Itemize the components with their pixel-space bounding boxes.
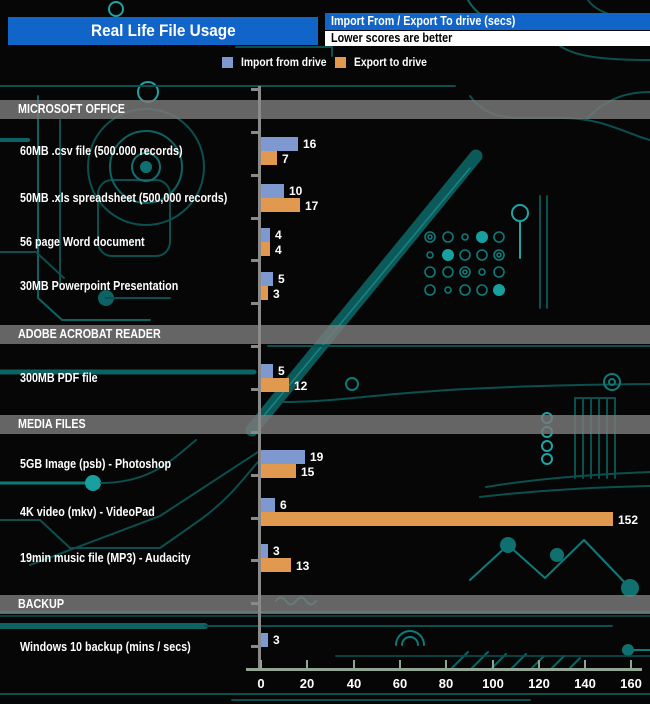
category-axis-tick xyxy=(251,388,258,391)
category-label-text: 60MB .csv file (500.000 records) xyxy=(20,144,183,158)
category-label-text: 4K video (mkv) - VideoPad xyxy=(20,505,155,519)
category-label-text: Windows 10 backup (mins / secs) xyxy=(20,640,191,654)
section-header-label: ADOBE ACROBAT READER xyxy=(18,327,161,341)
import-value-label: 3 xyxy=(273,544,280,558)
export-value-label: 152 xyxy=(618,513,639,527)
category-axis-tick xyxy=(251,559,258,562)
value-axis-tick-label: 160 xyxy=(620,676,642,691)
category-label-text: 5GB Image (psb) - Photoshop xyxy=(20,457,172,471)
axis-units-text: Import From / Export To drive (secs) xyxy=(331,14,516,28)
category-axis-tick xyxy=(251,259,258,262)
value-axis-tick xyxy=(306,660,308,668)
value-axis-tick xyxy=(630,660,632,668)
value-axis-tick-label: 40 xyxy=(346,676,362,691)
chart-title-text: Real Life File Usage xyxy=(90,21,236,40)
import-value-label: 6 xyxy=(280,498,287,512)
export-value-label: 17 xyxy=(305,199,319,213)
category-label-text: 56 page Word document xyxy=(20,235,145,249)
export-value-label: 13 xyxy=(296,559,310,573)
category-axis-tick xyxy=(251,302,258,305)
value-axis-tick-label: 0 xyxy=(257,676,265,691)
section-header-label: BACKUP xyxy=(18,597,64,611)
import-value-label: 3 xyxy=(273,633,280,647)
value-axis-tick-label: 60 xyxy=(392,676,408,691)
value-axis-tick-label: 20 xyxy=(299,676,315,691)
section-header-label: MICROSOFT OFFICE xyxy=(18,102,125,116)
value-axis-tick-label: 140 xyxy=(574,676,596,691)
category-axis-tick xyxy=(251,645,258,648)
value-axis-tick-label: 80 xyxy=(438,676,454,691)
export-value-label: 15 xyxy=(301,465,315,479)
value-axis-tick-label: 120 xyxy=(528,676,550,691)
value-axis-tick xyxy=(492,660,494,668)
export-value-label: 7 xyxy=(282,152,289,166)
category-axis-tick xyxy=(251,602,258,605)
import-value-label: 19 xyxy=(310,450,324,464)
scores-note-text: Lower scores are better xyxy=(331,31,453,45)
import-value-label: 5 xyxy=(278,364,285,378)
value-axis-tick xyxy=(584,660,586,668)
category-label-text: 30MB Powerpoint Presentation xyxy=(20,279,179,293)
category-label-text: 50MB .xls spreadsheet (500,000 records) xyxy=(20,191,228,205)
import-value-label: 5 xyxy=(278,272,285,286)
category-axis-tick xyxy=(251,174,258,177)
value-axis-tick xyxy=(538,660,540,668)
value-axis-tick xyxy=(399,660,401,668)
value-axis-tick xyxy=(353,660,355,668)
category-axis-tick xyxy=(251,517,258,520)
export-value-label: 4 xyxy=(275,243,282,257)
category-axis-tick xyxy=(251,431,258,434)
import-value-label: 16 xyxy=(303,137,317,151)
category-axis-tick xyxy=(251,131,258,134)
legend-export-label: Export to drive xyxy=(354,55,427,69)
category-axis-tick xyxy=(251,345,258,348)
export-value-label: 3 xyxy=(273,287,280,301)
category-axis-tick xyxy=(251,474,258,477)
category-axis-tick xyxy=(251,88,258,91)
value-axis-tick xyxy=(260,660,262,668)
export-value-label: 12 xyxy=(294,379,308,393)
legend-import-label: Import from drive xyxy=(241,55,327,69)
value-axis-tick xyxy=(445,660,447,668)
import-value-label: 4 xyxy=(275,228,282,242)
category-label-text: 19min music file (MP3) - Audacity xyxy=(20,551,191,565)
import-value-label: 10 xyxy=(289,184,303,198)
category-axis-tick xyxy=(251,217,258,220)
value-axis-tick-label: 100 xyxy=(482,676,504,691)
category-label-text: 300MB PDF file xyxy=(20,371,98,385)
section-header-label: MEDIA FILES xyxy=(18,417,86,431)
